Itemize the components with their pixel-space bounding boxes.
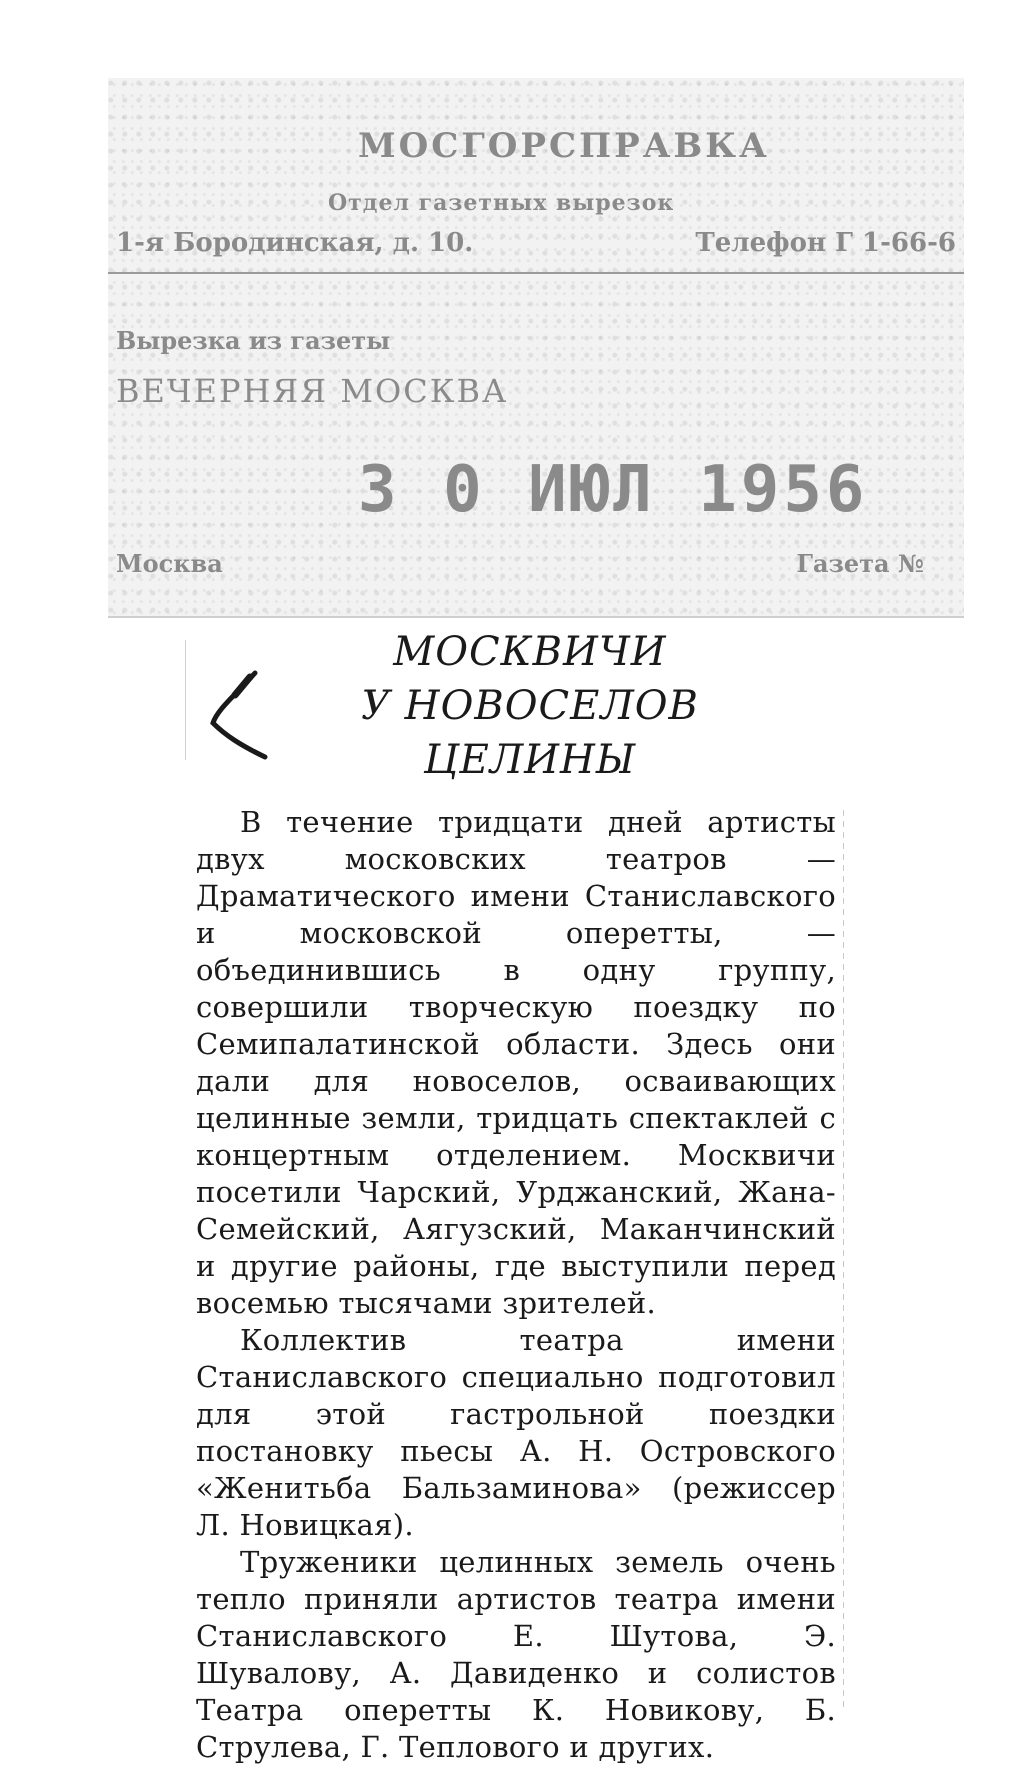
stamp-organization: МОСГОРСПРАВКА bbox=[358, 126, 770, 166]
stamp-city: Москва bbox=[116, 549, 223, 578]
headline-line-1: МОСКВИЧИ bbox=[393, 629, 667, 675]
stamp-phone: Телефон Г 1-66-6 bbox=[695, 228, 956, 258]
article-paragraph-2: Коллектив театра имени Станиславского специально подготовил для этой гастрольной поездки постановку пьесы А. Н. Островского «Женитьба Бальзаминова» (режиссер Л. Новицкая). bbox=[196, 1323, 836, 1542]
stamp-newspaper-name: ВЕЧЕРНЯЯ МОСКВА bbox=[116, 372, 509, 410]
article-headline bbox=[330, 625, 730, 787]
stamp-address: 1-я Бородинская, д. 10. bbox=[116, 228, 474, 258]
stamp-department: Отдел газетных вырезок bbox=[328, 190, 675, 216]
article-paragraph-3: Труженики целинных земель очень тепло приняли артистов театра имени Станиславского Е. Шутова, Э. Шувалову, А. Давиденко и солистов Театра оперетты К. Новикову, Б. Струлева, Г. Теплового и других. bbox=[196, 1545, 836, 1764]
stamp-date: 3 0 ИЮЛ 1956 bbox=[358, 453, 869, 527]
article-paragraph-1: В течение тридцати дней артисты двух московских театров — Драматического имени Станиславского и московской оперетты, — объединившись в одну группу, совершили творческую поездку по Семипалатинской области. Здесь они дали для новоселов, осваивающих целинные земли, тридцать спектаклей с концертным отделением. Москвичи посетили Чарский, Урджанский, Жана-Семейский, Аягузский, Маканчинский и другие районы, где выступили перед восемью тысячами зрителей. bbox=[196, 805, 836, 1320]
stamp-from-label: Вырезка из газеты bbox=[116, 326, 391, 355]
headline-line-2: У НОВОСЕЛОВ bbox=[361, 683, 699, 729]
pen-annotation-mark bbox=[195, 665, 285, 775]
stamp-divider bbox=[108, 272, 964, 274]
column-divider-right bbox=[843, 810, 844, 1710]
clipping-stamp bbox=[108, 78, 964, 618]
stamp-gazeta-number: Газета № bbox=[796, 549, 924, 578]
headline-line-3: ЦЕЛИНЫ bbox=[423, 737, 637, 783]
column-divider-left bbox=[185, 640, 186, 760]
article-body bbox=[196, 804, 836, 1766]
